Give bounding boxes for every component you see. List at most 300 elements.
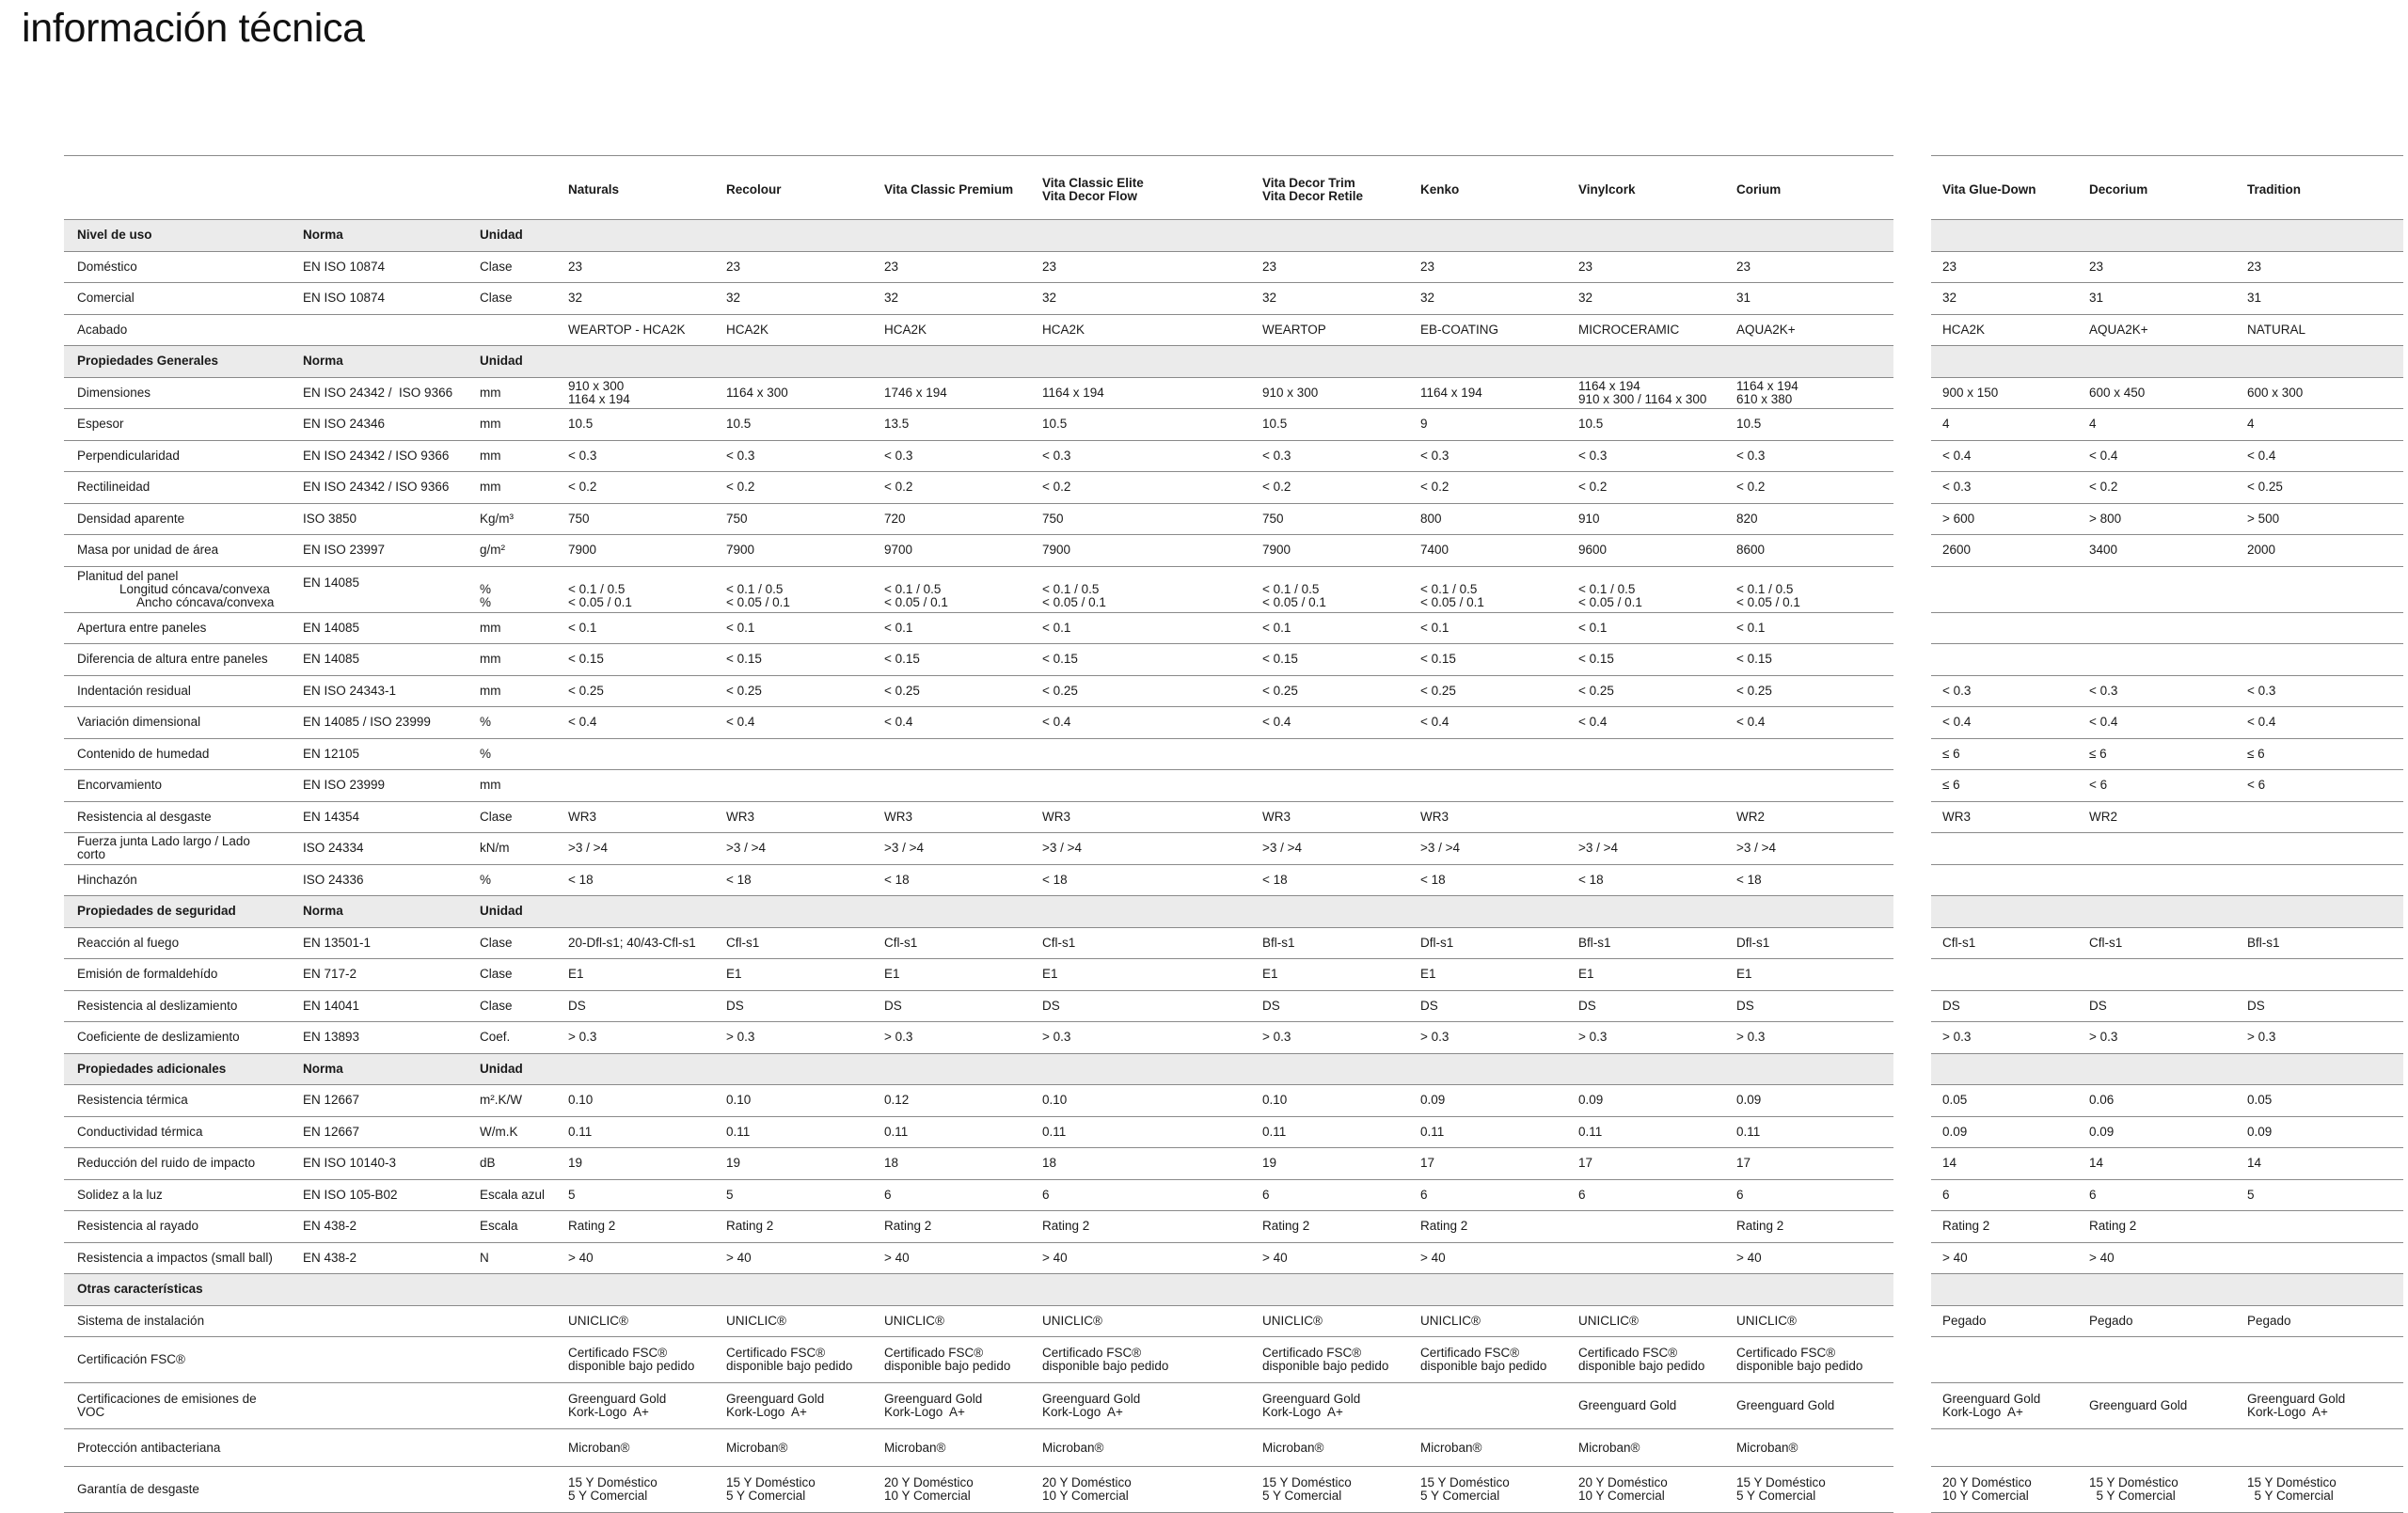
value-cell: 23 xyxy=(2247,251,2403,283)
table-row xyxy=(64,801,1893,833)
unidad-cell: kN/m xyxy=(480,833,568,865)
value-cell: Rating 2 xyxy=(884,1211,1042,1243)
value-cell xyxy=(568,1053,726,1085)
value-cell: HCA2K xyxy=(884,314,1042,346)
table-row xyxy=(64,251,1893,283)
value-cell: 6 xyxy=(1578,1179,1736,1211)
unidad-cell: mm xyxy=(480,770,568,802)
value-cell: Greenguard Gold Kork-Logo A+ xyxy=(884,1383,1042,1429)
table-row xyxy=(1931,801,2403,833)
value-cell: 0.11 xyxy=(1262,1116,1420,1148)
value-cell: 1164 x 194 xyxy=(1420,377,1578,409)
norma-cell: Norma xyxy=(303,346,480,378)
table-row xyxy=(1931,675,2403,707)
value-cell: 23 xyxy=(1736,251,1893,283)
value-cell: >3 / >4 xyxy=(1042,833,1262,865)
value-cell: < 0.2 xyxy=(1736,472,1893,504)
value-cell: DS xyxy=(1420,990,1578,1022)
property-label: Reacción al fuego xyxy=(64,927,303,959)
value-cell: < 0.15 xyxy=(568,644,726,676)
value-cell xyxy=(2089,566,2247,612)
value-cell: 1164 x 194 610 x 380 xyxy=(1736,377,1893,409)
value-cell xyxy=(1420,770,1578,802)
value-cell: Microban® xyxy=(1420,1429,1578,1467)
value-cell xyxy=(1736,738,1893,770)
value-cell: < 0.4 xyxy=(1262,707,1420,739)
value-cell: < 0.25 xyxy=(1736,675,1893,707)
value-cell: 20 Y Doméstico 10 Y Comercial xyxy=(1042,1467,1262,1513)
value-cell: < 0.25 xyxy=(1042,675,1262,707)
norma-cell xyxy=(303,1305,480,1337)
value-cell: < 0.2 xyxy=(1262,472,1420,504)
value-cell: 7900 xyxy=(1262,535,1420,567)
unidad-cell: mm xyxy=(480,675,568,707)
norma-cell: EN 13893 xyxy=(303,1022,480,1054)
value-cell: < 0.25 xyxy=(726,675,884,707)
value-cell: 910 xyxy=(1578,503,1736,535)
property-label: Propiedades adicionales xyxy=(64,1053,303,1085)
value-cell: 1746 x 194 xyxy=(884,377,1042,409)
value-cell: > 40 xyxy=(1262,1242,1420,1274)
value-cell: MICROCERAMIC xyxy=(1578,314,1736,346)
table-row xyxy=(64,503,1893,535)
property-label: Apertura entre paneles xyxy=(64,612,303,644)
value-cell: 7400 xyxy=(1420,535,1578,567)
value-cell: AQUA2K+ xyxy=(2089,314,2247,346)
value-cell: 0.05 xyxy=(1931,1085,2089,1117)
norma-cell xyxy=(303,1429,480,1467)
value-cell: 20 Y Doméstico 10 Y Comercial xyxy=(1578,1467,1736,1513)
column-header: Corium xyxy=(1736,156,1893,220)
norma-cell: EN ISO 24346 xyxy=(303,409,480,441)
value-cell: 10.5 xyxy=(1736,409,1893,441)
table-row xyxy=(1931,251,2403,283)
value-cell: 6 xyxy=(1042,1179,1262,1211)
table-row xyxy=(64,833,1893,865)
value-cell: > 800 xyxy=(2089,503,2247,535)
unidad-cell: W/m.K xyxy=(480,1116,568,1148)
value-cell xyxy=(884,1053,1042,1085)
norma-cell: EN 438-2 xyxy=(303,1242,480,1274)
norma-cell: EN ISO 10140-3 xyxy=(303,1148,480,1180)
spec-table-main xyxy=(64,155,1893,1513)
norma-cell: Norma xyxy=(303,1053,480,1085)
value-cell: HCA2K xyxy=(1042,314,1262,346)
value-cell xyxy=(2089,1274,2247,1306)
norma-cell: ISO 24336 xyxy=(303,864,480,896)
table-row xyxy=(1931,707,2403,739)
norma-cell: Norma xyxy=(303,896,480,928)
table-row xyxy=(64,738,1893,770)
value-cell: 23 xyxy=(726,251,884,283)
value-cell: < 0.3 xyxy=(1931,675,2089,707)
value-cell xyxy=(1578,346,1736,378)
value-cell: E1 xyxy=(1578,959,1736,991)
value-cell: < 0.15 xyxy=(1736,644,1893,676)
value-cell: 6 xyxy=(2089,1179,2247,1211)
value-cell: Dfl-s1 xyxy=(1736,927,1893,959)
value-cell xyxy=(884,896,1042,928)
value-cell: 910 x 300 1164 x 194 xyxy=(568,377,726,409)
section-header-row xyxy=(64,896,1893,928)
value-cell: 9700 xyxy=(884,535,1042,567)
value-cell: DS xyxy=(1262,990,1420,1022)
value-cell: < 0.1 xyxy=(884,612,1042,644)
value-cell: 18 xyxy=(1042,1148,1262,1180)
value-cell xyxy=(1736,770,1893,802)
unidad-cell: % xyxy=(480,864,568,896)
value-cell: NATURAL xyxy=(2247,314,2403,346)
column-header: Vinylcork xyxy=(1578,156,1736,220)
value-cell: > 0.3 xyxy=(726,1022,884,1054)
norma-cell: EN ISO 105-B02 xyxy=(303,1179,480,1211)
value-cell xyxy=(2247,566,2403,612)
value-cell: < 0.2 xyxy=(1042,472,1262,504)
value-cell: 6 xyxy=(1931,1179,2089,1211)
value-cell: Microban® xyxy=(1736,1429,1893,1467)
value-cell: 32 xyxy=(1931,283,2089,315)
unidad-cell: Unidad xyxy=(480,896,568,928)
value-cell: 23 xyxy=(1042,251,1262,283)
value-cell xyxy=(1931,220,2089,252)
value-cell xyxy=(2089,220,2247,252)
value-cell xyxy=(2247,1242,2403,1274)
value-cell: 0.11 xyxy=(1578,1116,1736,1148)
value-cell: 0.09 xyxy=(2089,1116,2247,1148)
value-cell: Greenguard Gold xyxy=(2089,1383,2247,1429)
value-cell xyxy=(1931,1274,2089,1306)
value-cell: Greenguard Gold Kork-Logo A+ xyxy=(2247,1383,2403,1429)
table-row xyxy=(64,1085,1893,1117)
value-cell: WR3 xyxy=(1931,801,2089,833)
value-cell xyxy=(2247,1053,2403,1085)
value-cell: 0.09 xyxy=(2247,1116,2403,1148)
value-cell: > 0.3 xyxy=(1931,1022,2089,1054)
property-label: Indentación residual xyxy=(64,675,303,707)
column-header: Vita Glue-Down xyxy=(1931,156,2089,220)
value-cell: 6 xyxy=(1262,1179,1420,1211)
unidad-cell: dB xyxy=(480,1148,568,1180)
value-cell xyxy=(1931,896,2089,928)
property-label: Variación dimensional xyxy=(64,707,303,739)
value-cell xyxy=(1420,1383,1578,1429)
value-cell: < 0.15 xyxy=(726,644,884,676)
value-cell xyxy=(1042,896,1262,928)
table-row xyxy=(1931,833,2403,865)
table-row xyxy=(64,1116,1893,1148)
value-cell: < 0.3 xyxy=(2089,675,2247,707)
value-cell: Pegado xyxy=(2089,1305,2247,1337)
norma-cell: EN 14085 xyxy=(303,612,480,644)
unidad-cell: mm xyxy=(480,440,568,472)
value-cell xyxy=(1042,770,1262,802)
property-label: Propiedades de seguridad xyxy=(64,896,303,928)
value-cell: < 0.1 / 0.5 < 0.05 / 0.1 xyxy=(1736,566,1893,612)
norma-cell xyxy=(303,314,480,346)
value-cell: 5 xyxy=(2247,1179,2403,1211)
value-cell: Rating 2 xyxy=(1420,1211,1578,1243)
norma-cell xyxy=(303,1383,480,1429)
value-cell xyxy=(1736,220,1893,252)
norma-cell: EN ISO 23997 xyxy=(303,535,480,567)
value-cell xyxy=(1931,612,2089,644)
unidad-cell: Clase xyxy=(480,251,568,283)
section-header-row xyxy=(1931,896,2403,928)
value-cell: DS xyxy=(568,990,726,1022)
value-cell: Microban® xyxy=(884,1429,1042,1467)
unidad-cell xyxy=(480,1274,568,1306)
value-cell xyxy=(2089,896,2247,928)
table-row xyxy=(64,1305,1893,1337)
section-header-row xyxy=(64,1053,1893,1085)
value-cell xyxy=(2247,959,2403,991)
value-cell: > 40 xyxy=(1931,1242,2089,1274)
property-label: Resistencia al deslizamiento xyxy=(64,990,303,1022)
value-cell: Greenguard Gold xyxy=(1736,1383,1893,1429)
value-cell: 23 xyxy=(1578,251,1736,283)
value-cell: 32 xyxy=(726,283,884,315)
value-cell: 0.10 xyxy=(1262,1085,1420,1117)
table-row xyxy=(1931,1085,2403,1117)
value-cell: 15 Y Doméstico 5 Y Comercial xyxy=(2247,1467,2403,1513)
value-cell: Cfl-s1 xyxy=(884,927,1042,959)
value-cell: > 40 xyxy=(726,1242,884,1274)
norma-cell: EN 12105 xyxy=(303,738,480,770)
spec-table-secondary xyxy=(1931,155,2403,1513)
property-label: Resistencia térmica xyxy=(64,1085,303,1117)
value-cell: 800 xyxy=(1420,503,1578,535)
value-cell: 5 xyxy=(726,1179,884,1211)
value-cell xyxy=(1931,1337,2089,1383)
value-cell: 7900 xyxy=(1042,535,1262,567)
section-header-row xyxy=(1931,1053,2403,1085)
value-cell xyxy=(1420,1274,1578,1306)
value-cell: 32 xyxy=(1578,283,1736,315)
column-header xyxy=(64,156,303,220)
value-cell: < 0.1 xyxy=(1042,612,1262,644)
table-row xyxy=(1931,503,2403,535)
value-cell: Bfl-s1 xyxy=(1578,927,1736,959)
value-cell: ≤ 6 xyxy=(1931,770,2089,802)
value-cell: < 0.3 xyxy=(2247,675,2403,707)
unidad-cell: Clase xyxy=(480,927,568,959)
value-cell: < 18 xyxy=(1262,864,1420,896)
value-cell xyxy=(2247,612,2403,644)
unidad-cell: N xyxy=(480,1242,568,1274)
value-cell: < 0.4 xyxy=(1042,707,1262,739)
value-cell: > 40 xyxy=(1420,1242,1578,1274)
value-cell: WR2 xyxy=(2089,801,2247,833)
unidad-cell: mm xyxy=(480,472,568,504)
property-label: Fuerza junta Lado largo / Lado corto xyxy=(64,833,303,865)
value-cell xyxy=(1578,1242,1736,1274)
value-cell: Microban® xyxy=(1578,1429,1736,1467)
value-cell: < 0.1 xyxy=(726,612,884,644)
norma-cell: EN 12667 xyxy=(303,1085,480,1117)
unidad-cell: Clase xyxy=(480,959,568,991)
norma-cell xyxy=(303,1337,480,1383)
value-cell: 0.10 xyxy=(568,1085,726,1117)
value-cell xyxy=(726,220,884,252)
unidad-cell: Clase xyxy=(480,990,568,1022)
table-row xyxy=(64,377,1893,409)
value-cell: 750 xyxy=(1042,503,1262,535)
value-cell: < 0.25 xyxy=(1420,675,1578,707)
value-cell: > 0.3 xyxy=(884,1022,1042,1054)
property-label: Perpendicularidad xyxy=(64,440,303,472)
value-cell: 23 xyxy=(1262,251,1420,283)
value-cell: 0.11 xyxy=(1420,1116,1578,1148)
property-label: Nivel de uso xyxy=(64,220,303,252)
value-cell: < 0.1 xyxy=(1578,612,1736,644)
value-cell: Cfl-s1 xyxy=(1931,927,2089,959)
value-cell: > 0.3 xyxy=(2247,1022,2403,1054)
value-cell: >3 / >4 xyxy=(1736,833,1893,865)
value-cell xyxy=(1578,801,1736,833)
section-header-row xyxy=(1931,346,2403,378)
value-cell: 15 Y Doméstico 5 Y Comercial xyxy=(726,1467,884,1513)
value-cell xyxy=(2089,346,2247,378)
page-title: información técnica xyxy=(22,6,365,51)
value-cell: < 0.3 xyxy=(1042,440,1262,472)
value-cell xyxy=(884,738,1042,770)
unidad-cell: % xyxy=(480,738,568,770)
value-cell: WR3 xyxy=(1420,801,1578,833)
table-row xyxy=(1931,472,2403,504)
value-cell: 17 xyxy=(1736,1148,1893,1180)
table-header-row xyxy=(1931,156,2403,220)
value-cell xyxy=(1042,738,1262,770)
property-label: Doméstico xyxy=(64,251,303,283)
value-cell: < 0.15 xyxy=(1262,644,1420,676)
value-cell xyxy=(2247,896,2403,928)
value-cell: < 0.2 xyxy=(568,472,726,504)
value-cell: 19 xyxy=(568,1148,726,1180)
value-cell: ≤ 6 xyxy=(2089,738,2247,770)
value-cell: 19 xyxy=(726,1148,884,1180)
table-row xyxy=(64,1429,1893,1467)
value-cell: > 0.3 xyxy=(1042,1022,1262,1054)
value-cell xyxy=(1736,896,1893,928)
value-cell: 750 xyxy=(726,503,884,535)
value-cell: < 0.3 xyxy=(726,440,884,472)
norma-cell: Norma xyxy=(303,220,480,252)
table-row xyxy=(1931,1116,2403,1148)
table-row xyxy=(1931,377,2403,409)
value-cell: 17 xyxy=(1578,1148,1736,1180)
value-cell: < 0.3 xyxy=(884,440,1042,472)
unidad-cell xyxy=(480,1337,568,1383)
norma-cell xyxy=(303,1274,480,1306)
property-label: Encorvamiento xyxy=(64,770,303,802)
value-cell: < 0.4 xyxy=(1736,707,1893,739)
value-cell: < 0.1 / 0.5 < 0.05 / 0.1 xyxy=(1042,566,1262,612)
value-cell: > 40 xyxy=(1736,1242,1893,1274)
value-cell: 32 xyxy=(1262,283,1420,315)
value-cell: Microban® xyxy=(1262,1429,1420,1467)
value-cell: 32 xyxy=(1042,283,1262,315)
table-row xyxy=(64,707,1893,739)
value-cell: < 0.25 xyxy=(1578,675,1736,707)
table-header-row xyxy=(64,156,1893,220)
value-cell: 720 xyxy=(884,503,1042,535)
value-cell xyxy=(726,896,884,928)
value-cell: < 0.1 xyxy=(568,612,726,644)
value-cell: WR3 xyxy=(1042,801,1262,833)
value-cell: UNICLIC® xyxy=(1736,1305,1893,1337)
value-cell xyxy=(1931,864,2089,896)
value-cell xyxy=(884,220,1042,252)
value-cell xyxy=(1262,896,1420,928)
value-cell: 10.5 xyxy=(568,409,726,441)
table-row xyxy=(64,1337,1893,1383)
value-cell: > 40 xyxy=(568,1242,726,1274)
value-cell: >3 / >4 xyxy=(1262,833,1420,865)
norma-cell: EN 717-2 xyxy=(303,959,480,991)
value-cell: Pegado xyxy=(1931,1305,2089,1337)
value-cell xyxy=(568,896,726,928)
value-cell: < 0.25 xyxy=(2247,472,2403,504)
value-cell: UNICLIC® xyxy=(884,1305,1042,1337)
value-cell xyxy=(726,770,884,802)
table-row xyxy=(64,675,1893,707)
value-cell: 14 xyxy=(2089,1148,2247,1180)
value-cell: > 40 xyxy=(884,1242,1042,1274)
value-cell: E1 xyxy=(884,959,1042,991)
value-cell: > 0.3 xyxy=(1736,1022,1893,1054)
value-cell: < 0.4 xyxy=(2089,440,2247,472)
value-cell xyxy=(2089,1053,2247,1085)
norma-cell: EN 14085 / ISO 23999 xyxy=(303,707,480,739)
table-row xyxy=(1931,990,2403,1022)
value-cell xyxy=(726,738,884,770)
value-cell: < 0.1 xyxy=(1736,612,1893,644)
value-cell xyxy=(1931,833,2089,865)
table-row xyxy=(64,1467,1893,1513)
value-cell: 0.09 xyxy=(1736,1085,1893,1117)
table-row xyxy=(64,1383,1893,1429)
table-row xyxy=(64,990,1893,1022)
value-cell xyxy=(726,1274,884,1306)
unidad-cell: mm xyxy=(480,612,568,644)
value-cell xyxy=(884,1274,1042,1306)
table-row xyxy=(1931,440,2403,472)
value-cell xyxy=(2247,1274,2403,1306)
value-cell: E1 xyxy=(726,959,884,991)
norma-cell: EN ISO 10874 xyxy=(303,283,480,315)
column-header: Vita Classic Elite Vita Decor Flow xyxy=(1042,156,1262,220)
value-cell: >3 / >4 xyxy=(726,833,884,865)
table-row xyxy=(64,1148,1893,1180)
value-cell xyxy=(2089,864,2247,896)
value-cell xyxy=(568,1274,726,1306)
value-cell xyxy=(2247,864,2403,896)
value-cell: >3 / >4 xyxy=(884,833,1042,865)
value-cell: Pegado xyxy=(2247,1305,2403,1337)
table-row xyxy=(1931,1305,2403,1337)
value-cell: Greenguard Gold Kork-Logo A+ xyxy=(1931,1383,2089,1429)
unidad-cell xyxy=(480,1305,568,1337)
unidad-cell: Kg/m³ xyxy=(480,503,568,535)
property-label: Masa por unidad de área xyxy=(64,535,303,567)
value-cell: < 0.25 xyxy=(1262,675,1420,707)
property-label: Acabado xyxy=(64,314,303,346)
property-label: Comercial xyxy=(64,283,303,315)
value-cell: DS xyxy=(1578,990,1736,1022)
value-cell: < 0.2 xyxy=(1578,472,1736,504)
value-cell: E1 xyxy=(1262,959,1420,991)
value-cell: Greenguard Gold Kork-Logo A+ xyxy=(1042,1383,1262,1429)
